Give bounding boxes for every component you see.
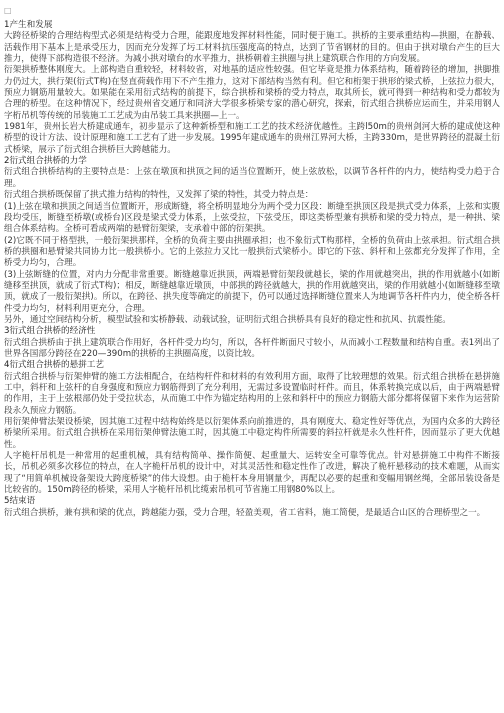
paragraph: (2)它既不同于格型拱，一般衍架拱那样，全桥的负荷主要由拱圈承担；也不象衍式T构那样，全桥的负荷由上弦承担。衍式组合拱桥的拱圈和悬臂梁共同协力比一般拱桥小。它的上弦拉力又比一般拱衍式梁桥小。即它的下弦、斜杆和上弦都充分发挥了作用，全桥受力均匀，合理。 (4, 235, 500, 269)
paragraph: 衍式组合拱桥结构的主要特点是：上弦在墩顶和拱顶之间的适当位置断开，使上弦放松，以调节各杆件的内力，使结构受力趋于合理。 (4, 167, 500, 189)
paragraph: 另外，通过空间结构分析，模型试验和实桥静载、动载试验，证明衍式组合拱桥具有良好的稳定性和抗风、抗震性能。 (4, 314, 451, 325)
top-mark-icon: □ (4, 6, 12, 15)
paragraph: 1981年，贵州长岩大桥建成通车，初步显示了这种新桥型和施工工艺的技术经济优越性。主跨l50m的贵州剑河大桥的建成使这种桥型的设计方法、设计原理和施工工艺有了进一步发展。1995年建成通车的贵州江界河大桥，主跨330m，是世界跨径的混凝土衍式桥梁，展示了衍式组合拱桥巨大跨越能力。 (4, 122, 500, 155)
article-body (4, 20, 500, 519)
paragraph: 衍式组合拱桥由于拱上建筑联合作用好，各杆件受力均匀，所以，各杆件断面尺寸较小，从而减小工程数量和结构自重。表1列出了世界各国部分跨径在220—390m的拱桥的主拱圈高度，以资比较。 (4, 337, 500, 359)
paragraph: 衍式组合拱桥既保留了拱式推力结构的特性，又发挥了梁的特性，其受力特点是： (4, 190, 314, 201)
section-heading: 2衍式组合拱桥的力学 (4, 156, 87, 167)
paragraph: (1)上弦在墩和拱顶之间适当位置断开，形成断缝，将全桥明显地分为两个受力区段：断缝至拱顶区段是拱式受力体系，上弦和实腹段均受压，断缝至桥墩(或桥台)区段是梁式受力体系，上弦受拉，下弦受压，即这类桥型兼有拱桥和梁的受力特点，是一种拱、梁组合体系结构。全桥可看成两端的悬臂衍架梁，支承着中部的衍架拱。 (4, 201, 500, 235)
paragraph: 大跨径桥梁的合理结构型式必须是结构受力合理，能跟度地发挥材料性能，同时便于施工。拱桥的主要承重结构—拱圈，在静载、活载作用下基本上是承受压力，因而充分发挥了圬工材料抗压强度高的特点，达到了节省钢材的目的。但由于拱对墩台产生的巨大推力，使得下部构造很不经济。为减小拱对墩台的水平推力，拱桥朝着主拱圈与拱上建筑联合作用的方向发展。 (4, 31, 500, 65)
paragraph: (3)上弦断缝的位置，对内力分配非常重要。断缝越靠近拱顶，两端悬臂衍架段就越长，梁的作用就越突出，拱的作用就越小(如断缝移至拱顶，就成了衍式T构)；相反，断缝越靠近墩顶，中部拱的跨径就越大，拱的作用就越突出，梁的作用就越小(如断缝移至墩顶，就成了一般衍架拱)。所以，在跨径、拱失度等确定的前提下，仍可以通过选择断缝位置来人为地调节各杆件内力，使全桥各杆件受力均匀，材料利用更充分，合理。 (4, 269, 500, 314)
paragraph: 用衍架伸臂法架设桥梁，因其施工过程中结构始终是以衍架体系向前推进的，具有刚度大、稳定性好等优点，为国内众多的大跨径桥梁所采用。衍式组合拱桥在采用衍架伸臂法施工时，因其施工中稳定构件所需要的斜拉杆就是永久性杆件，因而显示了更大优越性。 (4, 417, 500, 450)
section-heading: 1产生和发展 (4, 20, 53, 30)
section-heading: 4衍式组合拱桥的悬拼工艺 (4, 360, 104, 371)
paragraph: 人字桅杆吊机是一种常用的起重机械，具有结构简单、操作简便、起重量大、运转安全可靠等优点。针对悬拼施工中构件不断接长，吊机必须多次移位的特点，在人字桅杆吊机的设计中，对其灵活性和稳定性作了改进，解决了桅杆悬移动的技术难题，从而实现了“用简单机械设备架设大跨度桥梁”的伟大设想。由于桅杆本身用钢量少，再配以必要的起重和变幅用钢丝绳，全部吊装设备是比较省的。150m跨径的桥梁，采用人字桅杆吊机比缆索吊机可节省施工用钢80%以上。 (4, 451, 500, 496)
section-heading: 5结束语 (4, 496, 36, 507)
section-heading: 3衍式组合拱桥的经济性 (4, 326, 96, 337)
paragraph: 衍式组合拱桥与衍架伸臂的施工方法相配合，在结构杆件和材料的有效利用方面，取得了比较理想的效果。衍式组合拱桥在悬拼施工中，斜杆和上弦杆的自身强度和预应力钢筋得到了充分利用，无需过多设置临时杆件。而且，体系转换完成以后，由于两端悬臂的作用，主于上弦根部仍处于受拉状态，从而施工中作为锚定结构用的上弦和斜杆中的预应力钢筋大部分都将保留下来作为运营阶段永久预应力钢筋。 (4, 371, 500, 416)
paragraph: 衍架拱桥整体刚度大。上部构造自重较轻，材料较省，对地基的适应性较强。但它毕竟是推力体系结构，随着跨径的增加，拱脚推力仍过大，拱行架(衍式T构)在竖直荷载作用下不产生推力，这对下部结构当然有利。但它和桁架于拱形的梁式桥，上弦拉力很大，预应力钢筋用量较大。如果能在采用衍式结构的前提下，综合拱桥和梁桥的受力特点，取其所长，就可得到一种结构和受力都较为合理的桥型。在这种情况下，经过贵州省交通厅和同济大学很多桥梁专家的潜心研究，探索，衍式组合拱桥应运而生，并采用钢人字桁吊机等传统的吊装施工工艺成为由吊装工具来拱圈—上一。 (4, 65, 500, 121)
paragraph: 衍式组合拱桥，兼有拱和梁的优点，跨越能力强，受力合理，轻盈美观，省工省料，施工简便，是最适合山区的合理桥型之一。 (4, 507, 486, 518)
